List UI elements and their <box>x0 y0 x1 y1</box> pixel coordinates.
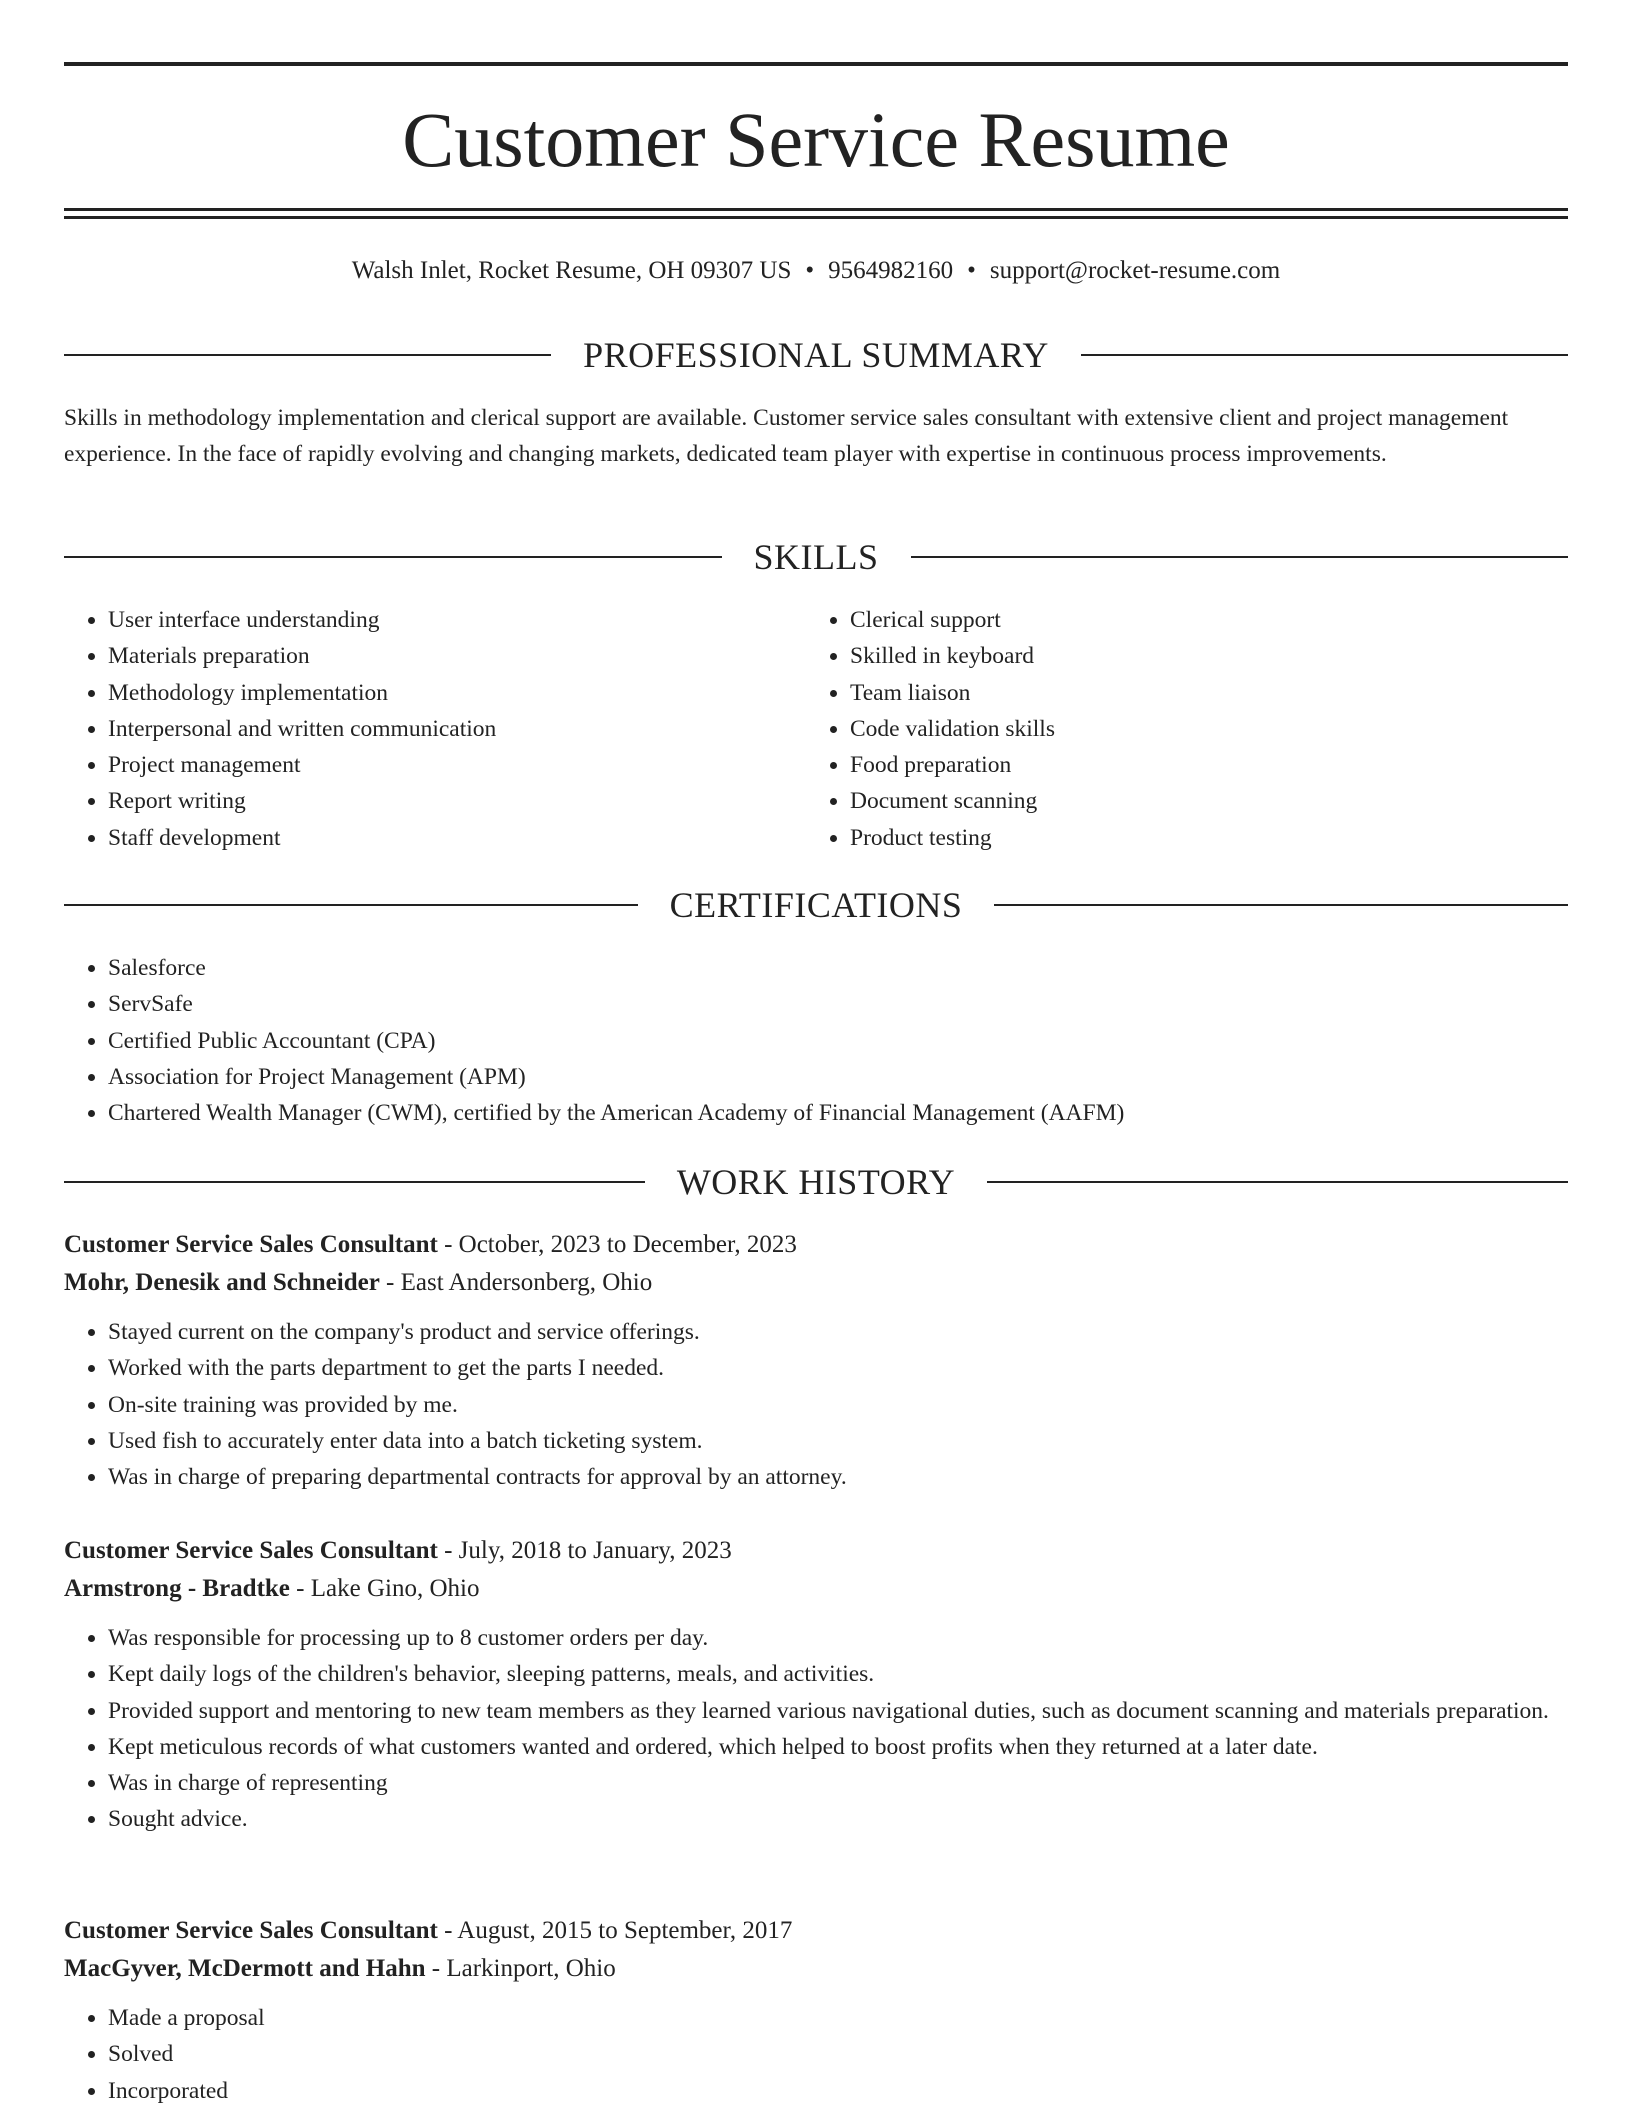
contact-line <box>64 253 1568 289</box>
section-rule <box>1081 354 1568 356</box>
job-duties <box>64 1620 1588 1838</box>
section-header-summary <box>64 333 1568 377</box>
section-rule <box>64 556 722 558</box>
section-header-certifications <box>64 883 1568 927</box>
job-title: Customer Service Sales Consultant <box>64 1917 438 1944</box>
job-company: Armstrong - Bradtke <box>64 1575 290 1602</box>
job-duty: • Sought advice. <box>108 1801 1588 1837</box>
skill-item: • Skilled in keyboard <box>850 638 1546 674</box>
skill-item: • User interface understanding <box>108 602 804 638</box>
contact-phone: 9564982160 <box>828 257 954 284</box>
job-duty: • Was in charge of preparing departmental contracts for approval by an attorney. <box>108 1459 1588 1495</box>
contact-address: Walsh Inlet, Rocket Resume, OH 09307 US <box>351 257 792 284</box>
section-rule <box>64 904 638 906</box>
section-rule <box>911 556 1569 558</box>
job-duty: • Provided support and mentoring to new team members as they learned various navigational duties, such as document scanning and materials preparation. <box>108 1693 1588 1729</box>
skills-column-right <box>806 602 1546 856</box>
skill-item: • Clerical support <box>850 602 1546 638</box>
job-duty: • Kept meticulous records of what customers wanted and ordered, which helped to boost profits when they returned at a later date. <box>108 1729 1588 1765</box>
section-title: PROFESSIONAL SUMMARY <box>583 335 1049 375</box>
job-company-line <box>64 1264 1568 1302</box>
contact-separator: • <box>967 257 976 284</box>
section-title: WORK HISTORY <box>676 1162 956 1202</box>
job-entry <box>64 1912 1568 2109</box>
skill-item: • Staff development <box>108 820 804 856</box>
job-dates: - October, 2023 to December, 2023 <box>437 1231 797 1258</box>
job-dates: - July, 2018 to January, 2023 <box>437 1537 732 1564</box>
job-duty: • Worked with the parts department to get the parts I needed. <box>108 1350 1588 1386</box>
job-duty: • Stayed current on the company's product and service offerings. <box>108 1314 1588 1350</box>
certification-item: • ServSafe <box>108 986 1544 1022</box>
job-company-line <box>64 1570 1568 1608</box>
certification-item: • Chartered Wealth Manager (CWM), certified by the American Academy of Financial Management (AAFM) <box>108 1095 1544 1131</box>
section-title: CERTIFICATIONS <box>669 885 963 925</box>
job-title: Customer Service Sales Consultant <box>64 1537 438 1564</box>
job-title-line <box>64 1226 1568 1264</box>
job-duty: • Was responsible for processing up to 8 customer orders per day. <box>108 1620 1588 1656</box>
job-duty: • Used fish to accurately enter data into a batch ticketing system. <box>108 1423 1588 1459</box>
job-dates: - August, 2015 to September, 2017 <box>437 1917 793 1944</box>
job-company-line <box>64 1950 1568 1988</box>
skill-item: • Team liaison <box>850 675 1546 711</box>
section-header-skills <box>64 535 1568 579</box>
certification-item: • Salesforce <box>108 950 1544 986</box>
title-rule-upper <box>64 208 1568 211</box>
section-header-work-history <box>64 1160 1568 1204</box>
section-rule <box>987 1181 1568 1183</box>
job-location: - Larkinport, Ohio <box>425 1955 616 1982</box>
job-title-line <box>64 1912 1568 1950</box>
skill-item: • Methodology implementation <box>108 675 804 711</box>
job-duty: • Solved <box>108 2036 1588 2072</box>
certification-item: • Certified Public Accountant (CPA) <box>108 1023 1544 1059</box>
contact-separator: • <box>805 257 815 284</box>
job-duties <box>64 2000 1588 2109</box>
job-company: MacGyver, McDermott and Hahn <box>64 1955 426 1982</box>
skill-item: • Product testing <box>850 820 1546 856</box>
job-duty: • Kept daily logs of the children's behavior, sleeping patterns, meals, and activities. <box>108 1656 1588 1692</box>
top-rule <box>64 62 1568 66</box>
job-entry <box>64 1532 1568 1838</box>
job-duty: • Was in charge of representing <box>108 1765 1588 1801</box>
skill-item: • Project management <box>108 747 804 783</box>
job-duty: • On-site training was provided by me. <box>108 1387 1588 1423</box>
job-title-line <box>64 1532 1568 1570</box>
section-rule <box>64 1181 645 1183</box>
job-entry <box>64 1226 1568 1495</box>
section-title: SKILLS <box>753 537 879 577</box>
skill-item: • Document scanning <box>850 783 1546 819</box>
summary-text: Skills in methodology implementation and clerical support are available. Customer service sales consultant with extensive client and project management experience. In the face of rapidly evolving and changing markets, dedicated team player with expertise in continuous process improvements. <box>64 405 1509 467</box>
section-rule <box>994 904 1568 906</box>
certification-item: • Association for Project Management (APM) <box>108 1059 1544 1095</box>
skills-column-left <box>64 602 804 856</box>
section-rule <box>64 354 551 356</box>
skill-item: • Report writing <box>108 783 804 819</box>
contact-email[interactable]: support@rocket-resume.com <box>989 257 1281 284</box>
skill-item: • Materials preparation <box>108 638 804 674</box>
resume-title: Customer Service Resume <box>402 96 1230 183</box>
job-duties <box>64 1314 1588 1495</box>
job-location: - East Andersonberg, Ohio <box>379 1269 653 1296</box>
skill-item: • Code validation skills <box>850 711 1546 747</box>
certifications-list <box>64 950 1544 1131</box>
skill-item: • Food preparation <box>850 747 1546 783</box>
job-location: - Lake Gino, Ohio <box>289 1575 480 1602</box>
skill-item: • Interpersonal and written communication <box>108 711 804 747</box>
job-duty: • Incorporated <box>108 2073 1588 2109</box>
job-duty: • Made a proposal <box>108 2000 1588 2036</box>
title-rule-lower <box>64 216 1568 219</box>
job-company: Mohr, Denesik and Schneider <box>64 1269 380 1296</box>
job-title: Customer Service Sales Consultant <box>64 1231 438 1258</box>
